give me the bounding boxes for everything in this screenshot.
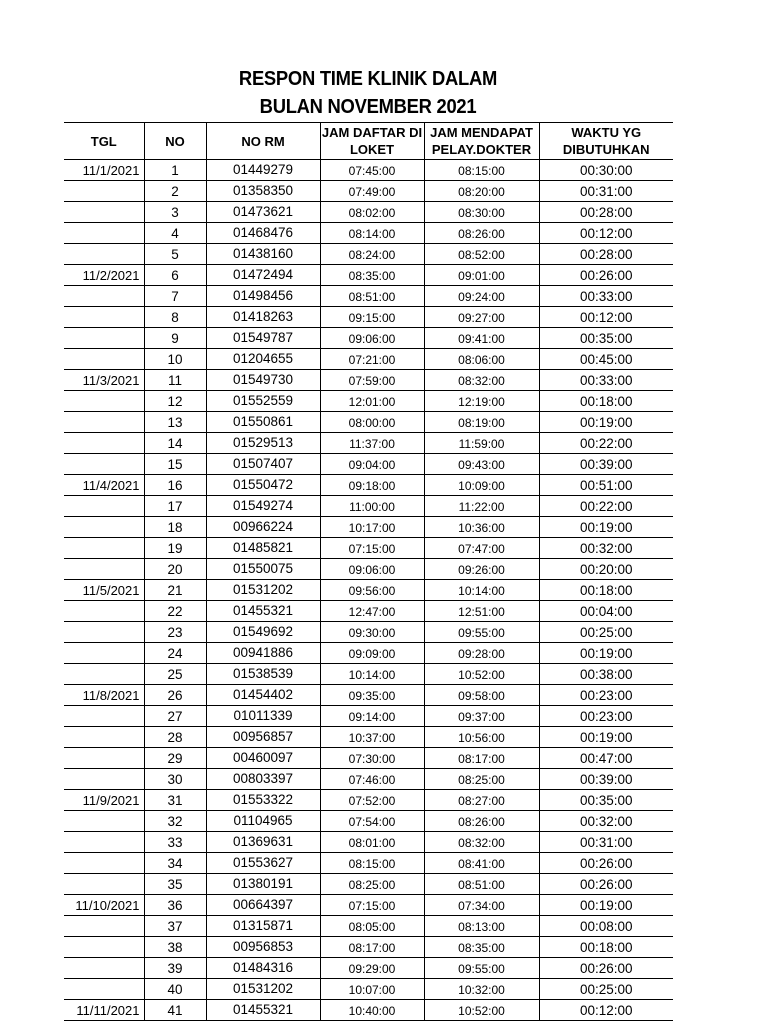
tgl-cell [64,832,144,853]
table-row [64,706,673,727]
table-row [64,328,673,349]
table-row [64,286,673,307]
jam-dokter-cell: 09:01:00 [424,265,539,286]
no-cell: 18 [144,517,206,538]
jam-dokter-cell: 10:52:00 [424,1000,539,1021]
no-rm-cell: 01549787 [206,328,320,349]
no-rm-cell: 01549730 [206,370,320,391]
tgl-cell [64,496,144,517]
waktu-cell: 00:19:00 [539,517,673,538]
jam-daftar-cell: 10:07:00 [320,979,424,1000]
header-no: NO [144,123,206,160]
jam-dokter-cell: 08:26:00 [424,223,539,244]
tgl-cell: 11/9/2021 [64,790,144,811]
jam-daftar-cell: 07:52:00 [320,790,424,811]
jam-dokter-cell: 08:15:00 [424,160,539,181]
waktu-cell: 00:28:00 [539,244,673,265]
no-rm-cell: 00956857 [206,727,320,748]
tgl-cell [64,706,144,727]
no-cell: 11 [144,370,206,391]
tgl-cell [64,349,144,370]
tgl-cell [64,874,144,895]
jam-dokter-cell: 09:26:00 [424,559,539,580]
jam-daftar-cell: 09:06:00 [320,559,424,580]
no-rm-cell: 01498456 [206,286,320,307]
table-row [64,622,673,643]
jam-dokter-cell: 10:52:00 [424,664,539,685]
tgl-cell [64,244,144,265]
tgl-cell [64,748,144,769]
jam-daftar-cell: 07:49:00 [320,181,424,202]
no-cell: 10 [144,349,206,370]
no-cell: 33 [144,832,206,853]
jam-daftar-cell: 09:29:00 [320,958,424,979]
jam-daftar-cell: 07:21:00 [320,349,424,370]
no-cell: 27 [144,706,206,727]
tgl-cell: 11/5/2021 [64,580,144,601]
tgl-cell [64,622,144,643]
no-cell: 26 [144,685,206,706]
no-rm-cell: 01549692 [206,622,320,643]
jam-dokter-cell: 08:41:00 [424,853,539,874]
jam-dokter-cell: 10:09:00 [424,475,539,496]
no-rm-cell: 01531202 [206,979,320,1000]
table-row [64,1000,673,1021]
waktu-cell: 00:30:00 [539,160,673,181]
table-row [64,601,673,622]
tgl-cell [64,559,144,580]
waktu-cell: 00:32:00 [539,538,673,559]
tgl-cell [64,433,144,454]
no-rm-cell: 01550075 [206,559,320,580]
jam-daftar-cell: 08:14:00 [320,223,424,244]
jam-dokter-cell: 08:26:00 [424,811,539,832]
waktu-cell: 00:12:00 [539,223,673,244]
no-cell: 4 [144,223,206,244]
tgl-cell [64,601,144,622]
waktu-cell: 00:39:00 [539,454,673,475]
no-cell: 20 [144,559,206,580]
no-cell: 15 [144,454,206,475]
table-row [64,559,673,580]
header-tgl: TGL [64,123,144,160]
header-no-rm: NO RM [206,123,320,160]
no-rm-cell: 01473621 [206,202,320,223]
waktu-cell: 00:35:00 [539,328,673,349]
jam-dokter-cell: 11:22:00 [424,496,539,517]
tgl-cell [64,643,144,664]
table-row [64,580,673,601]
tgl-cell [64,916,144,937]
tgl-cell: 11/4/2021 [64,475,144,496]
table-row [64,433,673,454]
table-row [64,244,673,265]
tgl-cell [64,853,144,874]
table-row [64,769,673,790]
jam-dokter-cell: 08:52:00 [424,244,539,265]
no-cell: 41 [144,1000,206,1021]
jam-daftar-cell: 08:05:00 [320,916,424,937]
no-rm-cell: 01550861 [206,412,320,433]
jam-daftar-cell: 09:04:00 [320,454,424,475]
table-row [64,307,673,328]
tgl-cell [64,811,144,832]
jam-dokter-cell: 08:17:00 [424,748,539,769]
waktu-cell: 00:22:00 [539,496,673,517]
tgl-cell [64,286,144,307]
tgl-cell [64,307,144,328]
jam-daftar-cell: 08:00:00 [320,412,424,433]
no-cell: 37 [144,916,206,937]
no-rm-cell: 01455321 [206,1000,320,1021]
no-cell: 9 [144,328,206,349]
no-cell: 40 [144,979,206,1000]
table-row [64,958,673,979]
jam-daftar-cell: 07:54:00 [320,811,424,832]
tgl-cell: 11/3/2021 [64,370,144,391]
table-row [64,853,673,874]
tgl-cell [64,454,144,475]
no-cell: 31 [144,790,206,811]
jam-dokter-cell: 09:27:00 [424,307,539,328]
table-row [64,370,673,391]
no-cell: 35 [144,874,206,895]
waktu-cell: 00:23:00 [539,685,673,706]
jam-daftar-cell: 08:35:00 [320,265,424,286]
jam-dokter-cell: 07:34:00 [424,895,539,916]
jam-daftar-cell: 12:47:00 [320,601,424,622]
jam-daftar-cell: 09:15:00 [320,307,424,328]
table-row [64,160,673,181]
jam-dokter-cell: 08:32:00 [424,370,539,391]
jam-dokter-cell: 08:20:00 [424,181,539,202]
no-cell: 28 [144,727,206,748]
waktu-cell: 00:51:00 [539,475,673,496]
no-rm-cell: 01455321 [206,601,320,622]
waktu-cell: 00:38:00 [539,664,673,685]
no-cell: 19 [144,538,206,559]
no-rm-cell: 01531202 [206,580,320,601]
jam-dokter-cell: 09:58:00 [424,685,539,706]
no-rm-cell: 01011339 [206,706,320,727]
waktu-cell: 00:25:00 [539,979,673,1000]
no-cell: 5 [144,244,206,265]
tgl-cell [64,979,144,1000]
no-rm-cell: 00956853 [206,937,320,958]
waktu-cell: 00:26:00 [539,265,673,286]
jam-daftar-cell: 10:14:00 [320,664,424,685]
jam-daftar-cell: 07:46:00 [320,769,424,790]
jam-daftar-cell: 08:01:00 [320,832,424,853]
jam-daftar-cell: 07:15:00 [320,895,424,916]
jam-dokter-cell: 09:24:00 [424,286,539,307]
table-row [64,454,673,475]
header-waktu: WAKTU YG DIBUTUHKAN [539,123,673,160]
tgl-cell [64,328,144,349]
no-rm-cell: 01485821 [206,538,320,559]
table-row [64,748,673,769]
waktu-cell: 00:31:00 [539,832,673,853]
no-cell: 21 [144,580,206,601]
jam-dokter-cell: 09:43:00 [424,454,539,475]
no-rm-cell: 01553322 [206,790,320,811]
waktu-cell: 00:33:00 [539,370,673,391]
page-title: RESPON TIME KLINIK DALAM [238,68,498,90]
no-cell: 25 [144,664,206,685]
jam-dokter-cell: 09:55:00 [424,622,539,643]
no-rm-cell: 01550472 [206,475,320,496]
jam-daftar-cell: 10:17:00 [320,517,424,538]
jam-daftar-cell: 08:17:00 [320,937,424,958]
waktu-cell: 00:26:00 [539,874,673,895]
jam-daftar-cell: 10:37:00 [320,727,424,748]
table-row [64,811,673,832]
no-cell: 39 [144,958,206,979]
waktu-cell: 00:18:00 [539,580,673,601]
jam-dokter-cell: 09:41:00 [424,328,539,349]
no-cell: 14 [144,433,206,454]
jam-daftar-cell: 09:35:00 [320,685,424,706]
page-subtitle: BULAN NOVEMBER 2021 [259,96,477,118]
no-cell: 22 [144,601,206,622]
table-row [64,832,673,853]
jam-daftar-cell: 09:09:00 [320,643,424,664]
response-time-table [64,122,673,1021]
waktu-cell: 00:23:00 [539,706,673,727]
waktu-cell: 00:22:00 [539,433,673,454]
tgl-cell [64,937,144,958]
jam-daftar-cell: 12:01:00 [320,391,424,412]
jam-daftar-cell: 09:18:00 [320,475,424,496]
header-jam-daftar: JAM DAFTAR DI LOKET [320,123,424,160]
waktu-cell: 00:12:00 [539,307,673,328]
jam-dokter-cell: 09:37:00 [424,706,539,727]
tgl-cell [64,727,144,748]
jam-dokter-cell: 12:51:00 [424,601,539,622]
waktu-cell: 00:39:00 [539,769,673,790]
tgl-cell: 11/11/2021 [64,1000,144,1021]
waktu-cell: 00:04:00 [539,601,673,622]
table-row [64,727,673,748]
jam-dokter-cell: 08:06:00 [424,349,539,370]
no-cell: 2 [144,181,206,202]
waktu-cell: 00:33:00 [539,286,673,307]
waktu-cell: 00:18:00 [539,391,673,412]
table-row [64,643,673,664]
jam-daftar-cell: 07:30:00 [320,748,424,769]
table-row [64,412,673,433]
waktu-cell: 00:12:00 [539,1000,673,1021]
no-cell: 24 [144,643,206,664]
table-row [64,517,673,538]
jam-dokter-cell: 08:19:00 [424,412,539,433]
waktu-cell: 00:19:00 [539,727,673,748]
no-rm-cell: 00941886 [206,643,320,664]
jam-daftar-cell: 07:15:00 [320,538,424,559]
table-row [64,475,673,496]
table-row [64,538,673,559]
waktu-cell: 00:19:00 [539,895,673,916]
no-rm-cell: 01507407 [206,454,320,475]
tgl-cell [64,769,144,790]
no-rm-cell: 01449279 [206,160,320,181]
jam-daftar-cell: 07:59:00 [320,370,424,391]
no-rm-cell: 01204655 [206,349,320,370]
no-rm-cell: 01553627 [206,853,320,874]
waktu-cell: 00:25:00 [539,622,673,643]
tgl-cell: 11/1/2021 [64,160,144,181]
jam-dokter-cell: 08:51:00 [424,874,539,895]
no-rm-cell: 01468476 [206,223,320,244]
tgl-cell [64,664,144,685]
tgl-cell: 11/2/2021 [64,265,144,286]
tgl-cell: 11/10/2021 [64,895,144,916]
jam-dokter-cell: 10:56:00 [424,727,539,748]
waktu-cell: 00:26:00 [539,853,673,874]
no-rm-cell: 01358350 [206,181,320,202]
jam-daftar-cell: 08:24:00 [320,244,424,265]
waktu-cell: 00:20:00 [539,559,673,580]
jam-dokter-cell: 08:27:00 [424,790,539,811]
no-cell: 17 [144,496,206,517]
no-cell: 30 [144,769,206,790]
no-cell: 12 [144,391,206,412]
waktu-cell: 00:28:00 [539,202,673,223]
waktu-cell: 00:26:00 [539,958,673,979]
waktu-cell: 00:31:00 [539,181,673,202]
jam-dokter-cell: 10:36:00 [424,517,539,538]
jam-daftar-cell: 08:15:00 [320,853,424,874]
no-rm-cell: 01549274 [206,496,320,517]
tgl-cell: 11/8/2021 [64,685,144,706]
waktu-cell: 00:45:00 [539,349,673,370]
jam-daftar-cell: 07:45:00 [320,160,424,181]
table-row [64,391,673,412]
no-cell: 8 [144,307,206,328]
table-row [64,916,673,937]
no-rm-cell: 01454402 [206,685,320,706]
tgl-cell [64,517,144,538]
table-row [64,181,673,202]
no-rm-cell: 01369631 [206,832,320,853]
jam-dokter-cell: 11:59:00 [424,433,539,454]
table-row [64,790,673,811]
no-cell: 29 [144,748,206,769]
table-row [64,685,673,706]
no-rm-cell: 01438160 [206,244,320,265]
no-rm-cell: 00460097 [206,748,320,769]
jam-dokter-cell: 12:19:00 [424,391,539,412]
waktu-cell: 00:35:00 [539,790,673,811]
jam-daftar-cell: 09:56:00 [320,580,424,601]
no-cell: 36 [144,895,206,916]
no-rm-cell: 01418263 [206,307,320,328]
jam-daftar-cell: 11:00:00 [320,496,424,517]
no-cell: 7 [144,286,206,307]
table-row [64,349,673,370]
table-row [64,937,673,958]
jam-dokter-cell: 08:35:00 [424,937,539,958]
table-header-row [64,123,673,160]
header-jam-dokter: JAM MENDAPAT PELAY.DOKTER [424,123,539,160]
jam-dokter-cell: 10:14:00 [424,580,539,601]
no-cell: 6 [144,265,206,286]
no-rm-cell: 01529513 [206,433,320,454]
jam-daftar-cell: 08:51:00 [320,286,424,307]
table-row [64,265,673,286]
jam-dokter-cell: 07:47:00 [424,538,539,559]
tgl-cell [64,958,144,979]
waktu-cell: 00:19:00 [539,643,673,664]
tgl-cell [64,181,144,202]
tgl-cell [64,412,144,433]
waktu-cell: 00:32:00 [539,811,673,832]
no-cell: 38 [144,937,206,958]
jam-daftar-cell: 08:02:00 [320,202,424,223]
no-cell: 34 [144,853,206,874]
no-cell: 3 [144,202,206,223]
tgl-cell [64,223,144,244]
no-cell: 23 [144,622,206,643]
jam-daftar-cell: 09:06:00 [320,328,424,349]
tgl-cell [64,538,144,559]
tgl-cell [64,391,144,412]
jam-dokter-cell: 09:55:00 [424,958,539,979]
waktu-cell: 00:19:00 [539,412,673,433]
table-row [64,496,673,517]
table-row [64,895,673,916]
no-rm-cell: 01552559 [206,391,320,412]
jam-dokter-cell: 09:28:00 [424,643,539,664]
no-rm-cell: 00803397 [206,769,320,790]
waktu-cell: 00:47:00 [539,748,673,769]
no-rm-cell: 01380191 [206,874,320,895]
jam-dokter-cell: 08:32:00 [424,832,539,853]
jam-daftar-cell: 11:37:00 [320,433,424,454]
table-row [64,664,673,685]
jam-dokter-cell: 10:32:00 [424,979,539,1000]
no-rm-cell: 01538539 [206,664,320,685]
no-cell: 1 [144,160,206,181]
no-rm-cell: 01472494 [206,265,320,286]
no-cell: 32 [144,811,206,832]
no-rm-cell: 01484316 [206,958,320,979]
no-rm-cell: 01104965 [206,811,320,832]
no-cell: 13 [144,412,206,433]
jam-dokter-cell: 08:13:00 [424,916,539,937]
jam-dokter-cell: 08:30:00 [424,202,539,223]
no-rm-cell: 00966224 [206,517,320,538]
table-row [64,979,673,1000]
waktu-cell: 00:18:00 [539,937,673,958]
no-rm-cell: 01315871 [206,916,320,937]
table-row [64,874,673,895]
table-row [64,223,673,244]
jam-dokter-cell: 08:25:00 [424,769,539,790]
jam-daftar-cell: 09:14:00 [320,706,424,727]
jam-daftar-cell: 08:25:00 [320,874,424,895]
tgl-cell [64,202,144,223]
no-cell: 16 [144,475,206,496]
jam-daftar-cell: 09:30:00 [320,622,424,643]
waktu-cell: 00:08:00 [539,916,673,937]
table-row [64,202,673,223]
jam-daftar-cell: 10:40:00 [320,1000,424,1021]
no-rm-cell: 00664397 [206,895,320,916]
